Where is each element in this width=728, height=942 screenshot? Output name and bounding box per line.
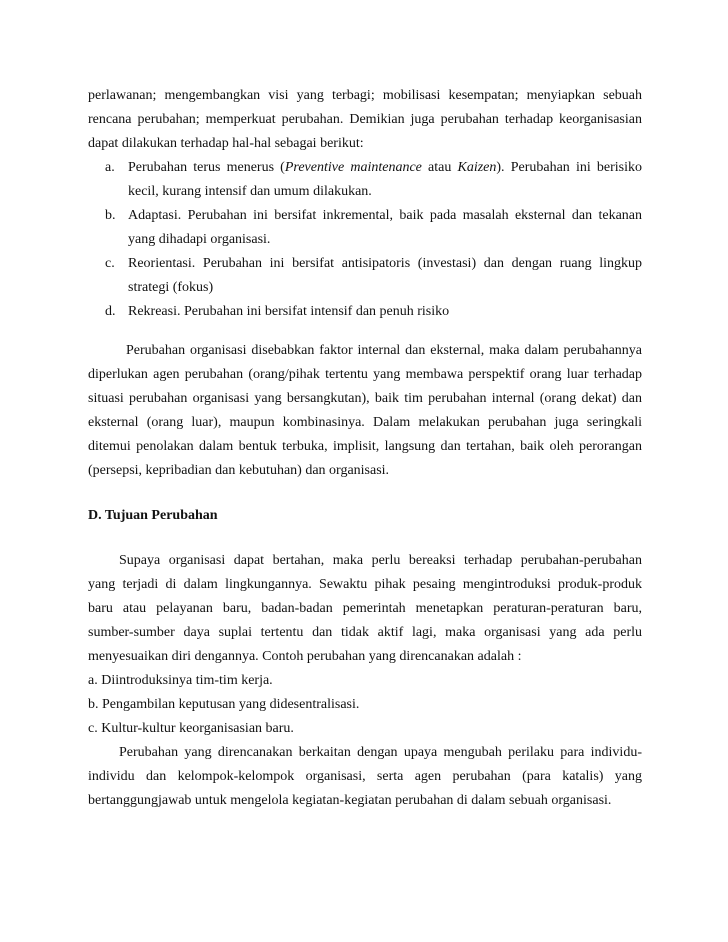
emphasis-text: Preventive maintenance xyxy=(284,160,422,175)
text-line: yang terjadi di dalam lingkungannya. Sewaktu pihak pesaing mengintroduksi produk-produk xyxy=(88,577,642,592)
text-line: sumber-sumber daya suplai tertentu dan tidak aktif lagi, maka organisasi yang ada perlu xyxy=(88,625,642,640)
text-line: yang dihadapi organisasi. xyxy=(128,232,271,247)
document-page xyxy=(88,84,642,813)
paragraph-planned-change xyxy=(88,741,642,813)
text-line: individu dan kelompok-kelompok organisasi, serta agen perubahan (para katalis) yang xyxy=(88,769,642,784)
emphasis-text: Kaizen xyxy=(457,160,497,175)
text-line: kecil, kurang intensif dan umum dilakukan. xyxy=(128,184,372,199)
change-types-list xyxy=(105,156,642,324)
text-line: strategi (fokus) xyxy=(128,280,214,295)
text-line: baru atau pelayanan baru, badan-badan pemerintah menetapkan peraturan-peraturan baru, xyxy=(88,601,642,616)
list-marker: d. xyxy=(105,304,116,319)
text-line: perlawanan; mengembangkan visi yang terbagi; mobilisasi kesempatan; menyiapkan sebuah xyxy=(88,88,642,103)
text-line: Perubahan organisasi disebabkan faktor internal dan eksternal, maka dalam perubahannya xyxy=(126,343,642,358)
text-line: Supaya organisasi dapat bertahan, maka perlu bereaksi terhadap perubahan-perubahan xyxy=(119,553,642,568)
paragraph-goals xyxy=(88,549,642,669)
text-line: ditemui penolakan dalam bentuk terbuka, implisit, langsung dan tertahan, baik oleh perorangan xyxy=(88,439,642,454)
text-line: situasi perubahan organisasi yang bersangkutan), baik tim perubahan internal (orang dekat) dan xyxy=(88,391,642,406)
list-item xyxy=(105,300,642,324)
planned-change-examples xyxy=(88,669,642,741)
list-item xyxy=(105,204,642,252)
text-line: menyesuaikan diri dengannya. Contoh perubahan yang direncanakan adalah : xyxy=(88,649,522,664)
list-item: b. Pengambilan keputusan yang didesentralisasi. xyxy=(88,697,360,712)
text-line: dapat dilakukan terhadap hal-hal sebagai berikut: xyxy=(88,136,364,151)
text-line: Perubahan terus menerus (Preventive maintenance atau Kaizen). Perubahan ini berisiko xyxy=(128,160,642,175)
paragraph-causes xyxy=(88,339,642,483)
list-item xyxy=(105,156,642,204)
list-marker: a. xyxy=(105,160,115,175)
intro-paragraph xyxy=(88,84,642,156)
text-line: (persepsi, kepribadian dan kebutuhan) dan organisasi. xyxy=(88,463,390,478)
list-item: c. Kultur-kultur keorganisasian baru. xyxy=(88,721,294,736)
list-marker: c. xyxy=(105,256,115,271)
section-heading: D. Tujuan Perubahan xyxy=(88,508,218,523)
list-item xyxy=(105,252,642,300)
text-line: bertanggungjawab untuk mengelola kegiatan-kegiatan perubahan di dalam sebuah organisasi. xyxy=(88,793,612,808)
text-line: diperlukan agen perubahan (orang/pihak tertentu yang membawa perspektif orang luar terhadap xyxy=(88,367,642,382)
text-line: Rekreasi. Perubahan ini bersifat intensif dan penuh risiko xyxy=(128,304,450,319)
list-marker: b. xyxy=(105,208,116,223)
text-line: Adaptasi. Perubahan ini bersifat inkremental, baik pada masalah eksternal dan tekanan xyxy=(128,208,642,223)
text-line: eksternal (orang luar), maupun kombinasinya. Dalam melakukan perubahan juga seringkali xyxy=(88,415,642,430)
text-line: Reorientasi. Perubahan ini bersifat antisipatoris (investasi) dan dengan ruang lingkup xyxy=(128,256,642,271)
text-line: Perubahan yang direncanakan berkaitan dengan upaya mengubah perilaku para individu- xyxy=(119,745,642,760)
text-line: rencana perubahan; memperkuat perubahan. Demikian juga perubahan terhadap keorganisasian xyxy=(88,112,642,127)
list-item: a. Diintroduksinya tim-tim kerja. xyxy=(88,673,273,688)
